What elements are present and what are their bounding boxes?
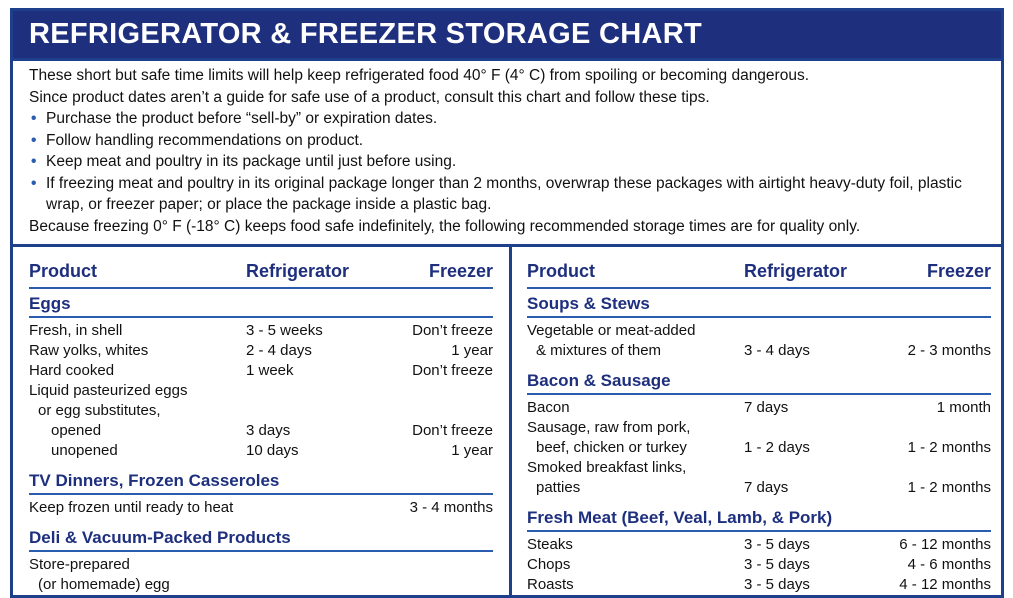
- tip-item: [29, 108, 989, 130]
- header-freezer: Freezer: [428, 261, 493, 281]
- cell-freezer: Don’t freeze: [412, 422, 493, 439]
- table-row: [527, 555, 991, 575]
- page-title: REFRIGERATOR & FREEZER STORAGE CHART: [29, 18, 702, 50]
- table-row: [527, 438, 991, 458]
- tip-text: Follow handling recommendations on product.: [46, 131, 364, 149]
- cell-product: opened: [51, 422, 102, 439]
- cell-freezer: 3 - 4 months: [409, 499, 493, 516]
- cell-product: unopened: [51, 442, 118, 459]
- table-row: [29, 441, 493, 461]
- cell-freezer: 4 - 6 months: [907, 556, 991, 573]
- cell-refrigerator: 7 days: [744, 399, 789, 416]
- cell-freezer: 1 month: [936, 399, 991, 416]
- cell-product: Smoked breakfast links,: [527, 459, 687, 476]
- cell-product: Sausage, raw from pork,: [527, 419, 691, 436]
- cell-product: patties: [536, 479, 581, 496]
- cell-refrigerator: 3 - 5 days: [744, 576, 810, 593]
- title-bar: [13, 11, 1001, 61]
- cell-freezer: 1 - 2 months: [907, 479, 991, 496]
- cell-freezer: Don’t freeze: [412, 322, 493, 339]
- cell-product: Fresh, in shell: [29, 322, 123, 339]
- left-column: [29, 259, 493, 595]
- tip-item: [29, 151, 989, 173]
- tips-list: [29, 108, 989, 216]
- chart-frame: [10, 8, 1004, 598]
- column-header: [527, 259, 991, 289]
- cell-product: Liquid pasteurized eggs: [29, 382, 188, 399]
- vertical-divider: [509, 247, 512, 595]
- cell-freezer: 1 year: [451, 442, 493, 459]
- bullet-icon: •: [31, 110, 37, 127]
- cell-product: Keep frozen until ready to heat: [29, 499, 234, 516]
- table-row: [527, 575, 991, 595]
- cell-product: Vegetable or meat-added: [527, 322, 696, 339]
- intro-closing: Because freezing 0° F (-18° C) keeps food safe indefinitely, the following recommended storage times are for quality only.: [29, 217, 861, 235]
- cell-freezer: 1 year: [451, 342, 493, 359]
- header-refrigerator: Refrigerator: [744, 261, 848, 281]
- header-freezer: Freezer: [926, 261, 991, 281]
- cell-refrigerator: 1 week: [246, 362, 294, 379]
- cell-refrigerator: 3 - 4 days: [744, 342, 810, 359]
- table-row: [527, 458, 991, 478]
- section-deli: [29, 526, 493, 595]
- section-title: Deli & Vacuum-Packed Products: [29, 526, 493, 552]
- cell-refrigerator: 3 - 5 days: [744, 536, 810, 553]
- section-bacon-sausage: [527, 369, 991, 498]
- cell-product: Steaks: [527, 536, 573, 553]
- table-row: [29, 321, 493, 341]
- section-title: Fresh Meat (Beef, Veal, Lamb, & Pork): [527, 506, 991, 532]
- cell-refrigerator: 1 - 2 days: [744, 439, 810, 456]
- table-row: [527, 478, 991, 498]
- table-row: [29, 381, 493, 401]
- cell-product: beef, chicken or turkey: [536, 439, 687, 456]
- intro-line: These short but safe time limits will help keep refrigerated food 40° F (4° C) from spoiling or becoming dangerous.: [29, 67, 810, 84]
- tip-text: Purchase the product before “sell-by” or expiration dates.: [46, 110, 438, 127]
- table-row: [29, 575, 493, 595]
- cell-freezer: Don’t freeze: [412, 362, 493, 379]
- cell-product: Hard cooked: [29, 362, 115, 379]
- intro-section: [29, 65, 989, 237]
- cell-product: (or homemade) egg: [38, 576, 170, 593]
- section-fresh-meat: [527, 506, 991, 595]
- tip-item: [29, 130, 989, 152]
- cell-product: Store-prepared: [29, 556, 130, 573]
- header-product: Product: [527, 261, 596, 281]
- right-column: [527, 259, 991, 595]
- header-product: Product: [29, 261, 98, 281]
- cell-refrigerator: 3 days: [246, 422, 291, 439]
- intro-line: Since product dates aren’t a guide for safe use of a product, consult this chart and follow these tips.: [29, 88, 710, 106]
- table-row: [29, 341, 493, 361]
- tip-text: Keep meat and poultry in its package until just before using.: [46, 153, 457, 170]
- table-row: [527, 398, 991, 418]
- cell-product: Bacon: [527, 399, 570, 416]
- cell-refrigerator: 3 - 5 days: [744, 556, 810, 573]
- section-title: Soups & Stews: [527, 292, 991, 318]
- table-row: [29, 555, 493, 575]
- tip-text: If freezing meat and poultry in its original package longer than 2 months, overwrap these packages with airtight heavy-duty foil, plastic wrap, or freezer paper; or place the package inside a plastic bag.: [46, 174, 962, 213]
- cell-refrigerator: 7 days: [744, 479, 789, 496]
- section-eggs: [29, 292, 493, 461]
- bullet-icon: •: [31, 153, 37, 170]
- cell-product: or egg substitutes,: [38, 402, 161, 419]
- section-title: Bacon & Sausage: [527, 369, 991, 395]
- cell-refrigerator: 2 - 4 days: [246, 342, 312, 359]
- horizontal-divider: [13, 244, 1001, 247]
- cell-freezer: 2 - 3 months: [907, 342, 991, 359]
- table-row: [29, 361, 493, 381]
- section-title: Eggs: [29, 292, 493, 318]
- table-row: [29, 401, 493, 421]
- cell-freezer: 6 - 12 months: [899, 536, 991, 553]
- table-row: [29, 421, 493, 441]
- cell-product: & mixtures of them: [536, 342, 662, 359]
- cell-refrigerator: 3 - 5 weeks: [246, 322, 323, 339]
- cell-product: Roasts: [527, 576, 574, 593]
- table-row: [527, 418, 991, 438]
- table-row: [527, 321, 991, 341]
- cell-freezer: 1 - 2 months: [907, 439, 991, 456]
- bullet-icon: •: [31, 174, 37, 192]
- cell-freezer: 4 - 12 months: [899, 576, 991, 593]
- header-refrigerator: Refrigerator: [246, 261, 350, 281]
- tip-item: [29, 173, 989, 216]
- table-row: [29, 498, 493, 518]
- table-row: [527, 341, 991, 361]
- column-header: [29, 259, 493, 289]
- table-row: [527, 535, 991, 555]
- cell-product: Raw yolks, whites: [29, 342, 149, 359]
- cell-refrigerator: 10 days: [246, 442, 299, 459]
- section-tv-dinners: [29, 469, 493, 518]
- cell-product: Chops: [527, 556, 571, 573]
- section-title: TV Dinners, Frozen Casseroles: [29, 469, 493, 495]
- section-soups: [527, 292, 991, 361]
- bullet-icon: •: [31, 131, 37, 149]
